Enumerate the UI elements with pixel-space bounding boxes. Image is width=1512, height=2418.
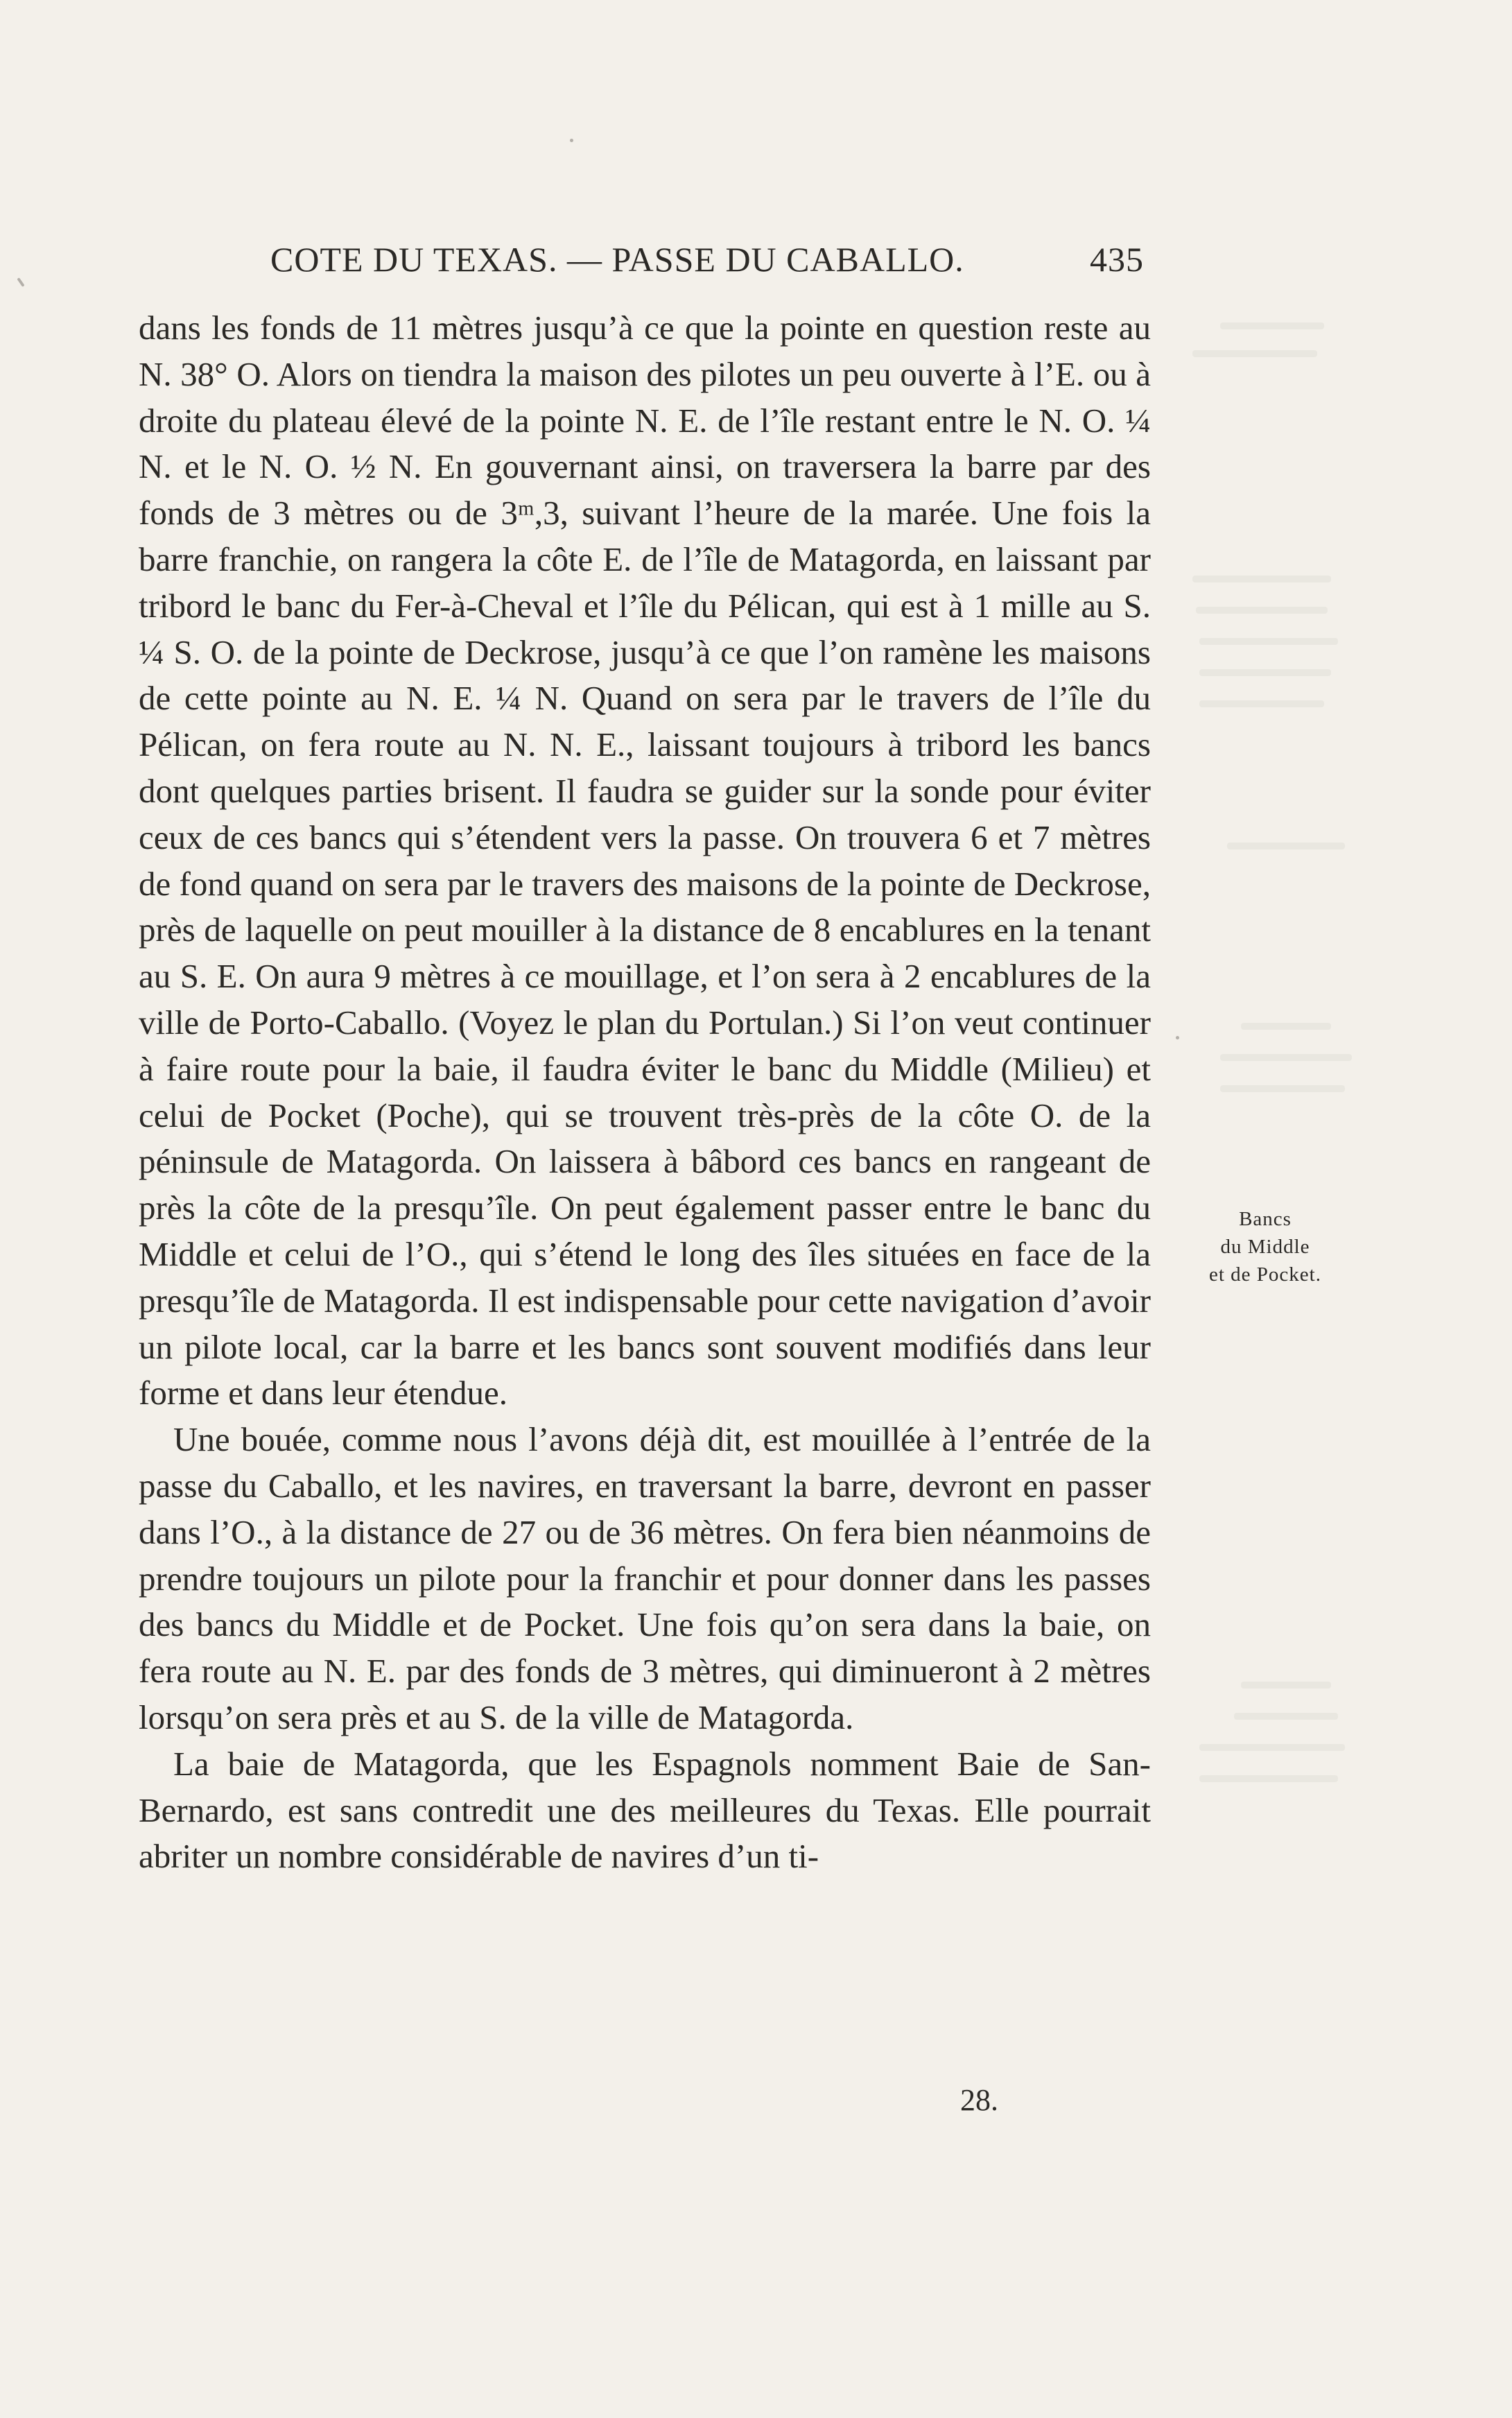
margin-note-line: Bancs xyxy=(1239,1208,1292,1230)
bleed-through xyxy=(1199,1775,1338,1782)
signature-mark: 28. xyxy=(960,2083,998,2117)
bleed-through xyxy=(1199,638,1338,645)
bleed-through xyxy=(1227,843,1345,849)
page-number: 435 xyxy=(1090,240,1144,279)
paragraph-bouee: Une bouée, comme nous l’avons déjà dit, est mouillée à l’entrée de la passe du Caballo, et les navires, en traversant la barre, devront en passer dans l’O., à la distance de 27 ou de 36 mètres. On fera bien néanmoins de prendre toujours un pilote pour la franchir et pour donner dans les passes des bancs du Middle et de Pocket. Une fois qu’on sera dans la baie, on fera route au N. E. par des fonds de 3 mètres, qui diminueront à 2 mètres lorsqu’on sera près et au S. de la ville de Matagorda. xyxy=(139,1420,1151,1736)
body-text xyxy=(139,305,1151,1880)
bleed-through xyxy=(1196,607,1328,614)
bleed-through xyxy=(1220,1085,1345,1092)
paper-speck xyxy=(570,139,573,142)
paper-speck xyxy=(1176,1036,1179,1039)
margin-note-bancs xyxy=(1172,1205,1359,1288)
bleed-through xyxy=(1192,350,1317,357)
bleed-through xyxy=(1241,1023,1331,1030)
bleed-through xyxy=(1220,322,1324,329)
bleed-through xyxy=(1234,1713,1338,1720)
margin-note-line: et de Pocket. xyxy=(1209,1263,1321,1286)
bleed-through xyxy=(1199,669,1331,676)
paragraph-continuation: dans les fonds de 11 mètres jusqu’à ce que la pointe en question reste au N. 38° O. Alors on tiendra la maison des pilotes un peu ouverte à l’E. ou à droite du plateau élevé de la pointe N. E. de l’île restant entre le N. O. ¼ N. et le N. O. ½ N. En gouvernant ainsi, on traversera la barre par des fonds de 3 mètres ou de 3ᵐ,3, suivant l’heure de la marée. Une fois la barre franchie, on rangera la côte E. de l’île de Matagorda, en laissant par tribord le banc du Fer-à-Cheval et l’île du Pélican, qui est à 1 mille au S. ¼ S. O. de la pointe de Deckrose, jusqu’à ce que l’on ramène les maisons de cette pointe au N. E. ¼ N. Quand on sera par le travers de l’île du Pélican, on fera route au N. N. E., laissant toujours à tribord les bancs dont quelques parties brisent. Il faudra se guider sur la sonde pour éviter ceux de ces bancs qui s’étendent vers la passe. On trouvera 6 et 7 mètres de fond quand on sera par le travers des maisons de la pointe de Deckrose, près de laquelle on peut mouiller à la distance de 8 encablures en la tenant au S. E. On aura 9 mètres à ce mouillage, et l’on sera à 2 encablures de la ville de Porto-Caballo. (Voyez le plan du Portulan.) Si l’on veut continuer à faire route pour la baie, il faudra éviter le banc du Middle (Milieu) et celui de Pocket (Poche), qui se trouvent très-près de la côte O. de la péninsule de Matagorda. On laissera à bâbord ces bancs en rangeant de près la côte de la presqu’île. On peut également passer entre le banc du Middle et celui de l’O., qui s’étend le long des îles situées en face de la presqu’île de Matagorda. Il est indispensable pour cette navigation d’avoir un pilote local, car la barre et les bancs sont souvent modifiés dans leur forme et dans leur étendue. xyxy=(139,309,1151,1413)
bleed-through xyxy=(1199,700,1324,707)
bleed-through xyxy=(1199,1744,1345,1751)
running-head xyxy=(270,239,1144,288)
paragraph-baie-matagorda: La baie de Matagorda, que les Espagnols nomment Baie de San-Bernardo, est sans contredit une des meilleures du Texas. Elle pourrait abriter un nombre considérable de navires d’un ti- xyxy=(139,1744,1151,1876)
running-title: COTE DU TEXAS. — PASSE DU CABALLO. xyxy=(270,240,964,279)
paper-speck xyxy=(17,277,24,287)
bleed-through xyxy=(1220,1054,1352,1061)
margin-note-line: du Middle xyxy=(1220,1236,1310,1258)
bleed-through xyxy=(1241,1682,1331,1689)
bleed-through xyxy=(1192,576,1331,582)
